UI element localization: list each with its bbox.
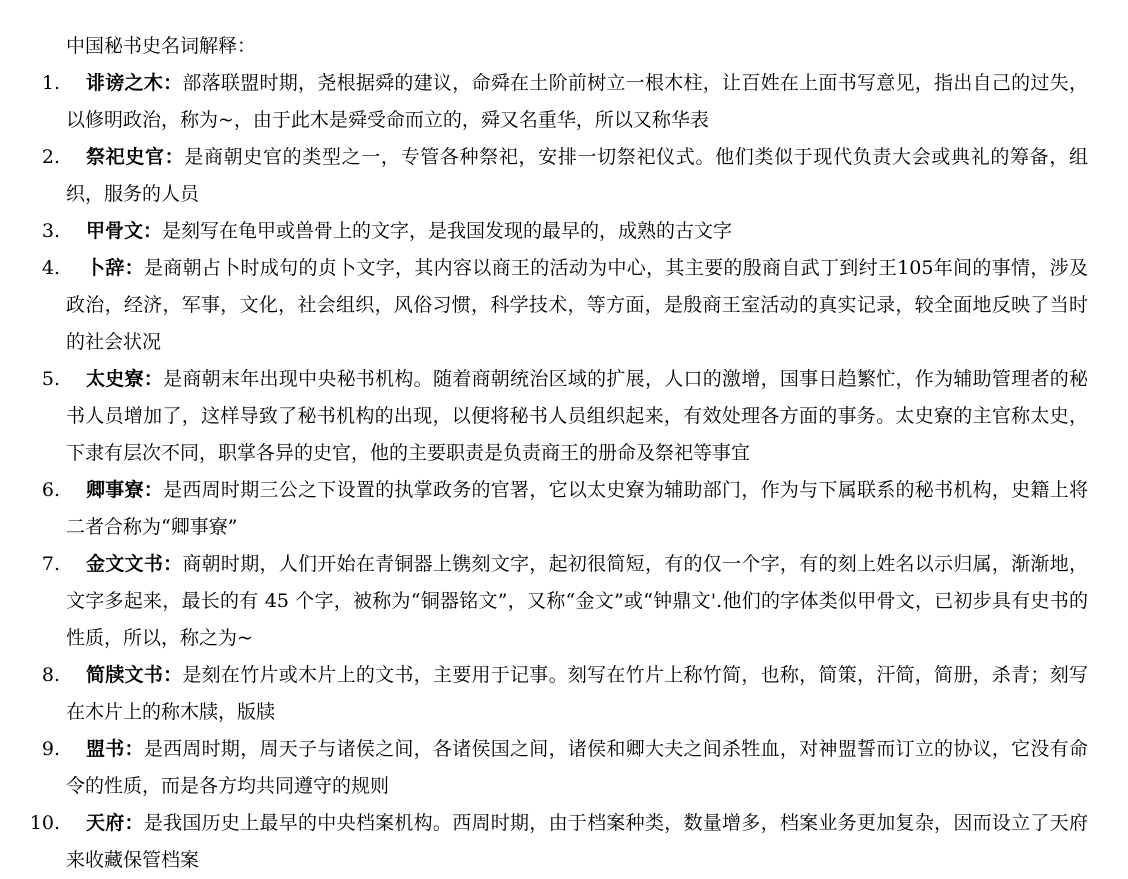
entry-term: 盟书： xyxy=(86,738,144,760)
entry-number: 10. xyxy=(29,812,60,834)
entry-definition: 是西周时期，周天子与诸侯之间，各诸侯国之间，诸侯和卿大夫之间杀牲血，对神盟誓而订立的协议，它没有命令的性质，而是各方均共同遵守的规则 xyxy=(66,738,1088,797)
entry-number: 1. xyxy=(41,72,60,94)
glossary-entry-6 xyxy=(0,472,1088,546)
entry-term: 金文文书： xyxy=(86,553,183,575)
glossary-entry-1 xyxy=(0,65,1088,139)
glossary-entry-2 xyxy=(0,139,1088,213)
entry-definition: 是商朝史官的类型之一，专管各种祭祀，安排一切祭祀仪式。他们类似于现代负责大会或典礼的筹备，组织，服务的人员 xyxy=(66,146,1088,205)
entry-term: 简牍文书： xyxy=(86,664,183,686)
entry-term: 祭祀史官： xyxy=(86,146,185,168)
entry-definition: 是商朝末年出现中央秘书机构。随着商朝统治区域的扩展，人口的激增，国事日趋繁忙，作为辅助管理者的秘书人员增加了，这样导致了秘书机构的出现，以便将秘书人员组织起来，有效处理各方面的事务。太史寮的主官称太史，下隶有层次不同，职掌各异的史官，他的主要职责是负责商王的册命及祭祀等事宜 xyxy=(66,368,1088,464)
entry-number: 3. xyxy=(41,220,60,242)
glossary-entry-8 xyxy=(0,657,1088,731)
entry-number: 2. xyxy=(41,146,60,168)
glossary-entry-4 xyxy=(0,250,1088,361)
entry-number: 8. xyxy=(41,664,60,686)
entry-term: 卜辞： xyxy=(86,257,144,279)
glossary-entry-10 xyxy=(0,805,1088,879)
glossary-entry-7 xyxy=(0,546,1088,657)
entry-definition: 商朝时期，人们开始在青铜器上镌刻文字，起初很简短，有的仅一个字，有的刻上姓名以示归属，渐渐地，文字多起来，最长的有 45 个字，被称为“铜器铭文”，又称“金文”或“钟鼎文'.他们的字体类似甲骨文，已初步具有史书的性质，所以，称之为~ xyxy=(66,553,1088,649)
glossary-entry-3 xyxy=(0,213,1088,250)
entry-term: 甲骨文： xyxy=(86,220,163,242)
glossary-entry-9 xyxy=(0,731,1088,805)
entry-definition: 是商朝占卜时成句的贞卜文字，其内容以商王的活动为中心，其主要的殷商自武丁到纣王105年间的事情，涉及政治，经济，军事，文化，社会组织，风俗习惯，科学技术，等方面，是殷商王室活动的真实记录，较全面地反映了当时的社会状况 xyxy=(66,257,1088,353)
entry-number: 7. xyxy=(41,553,60,575)
entry-definition: 是刻在竹片或木片上的文书，主要用于记事。刻写在竹片上称竹简，也称，简策，汗简，简册，杀青；刻写在木片上的称木牍，版牍 xyxy=(66,664,1088,723)
entry-term: 卿事寮： xyxy=(86,479,164,501)
document-title: 中国秘书史名词解释： xyxy=(66,35,257,57)
glossary-entry-5 xyxy=(0,361,1088,472)
entry-term: 诽谤之木： xyxy=(86,72,183,94)
entry-number: 6. xyxy=(41,479,60,501)
entry-term: 太史寮： xyxy=(86,368,164,390)
entry-definition: 部落联盟时期，尧根据舜的建议，命舜在土阶前树立一根木柱，让百姓在上面书写意见，指出自己的过失，以修明政治，称为~，由于此木是舜受命而立的，舜又名重华，所以又称华表 xyxy=(66,72,1088,131)
entry-definition: 是我国历史上最早的中央档案机构。西周时期，由于档案种类，数量增多，档案业务更加复杂，因而设立了天府来收藏保管档案 xyxy=(66,812,1088,871)
entry-term: 天府： xyxy=(86,812,144,834)
entry-number: 5. xyxy=(41,368,60,390)
glossary-list xyxy=(0,65,1088,879)
entry-definition: 是刻写在龟甲或兽骨上的文字，是我国发现的最早的，成熟的古文字 xyxy=(162,220,733,242)
entry-number: 4. xyxy=(41,257,60,279)
entry-definition: 是西周时期三公之下设置的执掌政务的官署，它以太史寮为辅助部门，作为与下属联系的秘书机构，史籍上将二者合称为“卿事寮” xyxy=(66,479,1088,538)
entry-number: 9. xyxy=(41,738,60,760)
